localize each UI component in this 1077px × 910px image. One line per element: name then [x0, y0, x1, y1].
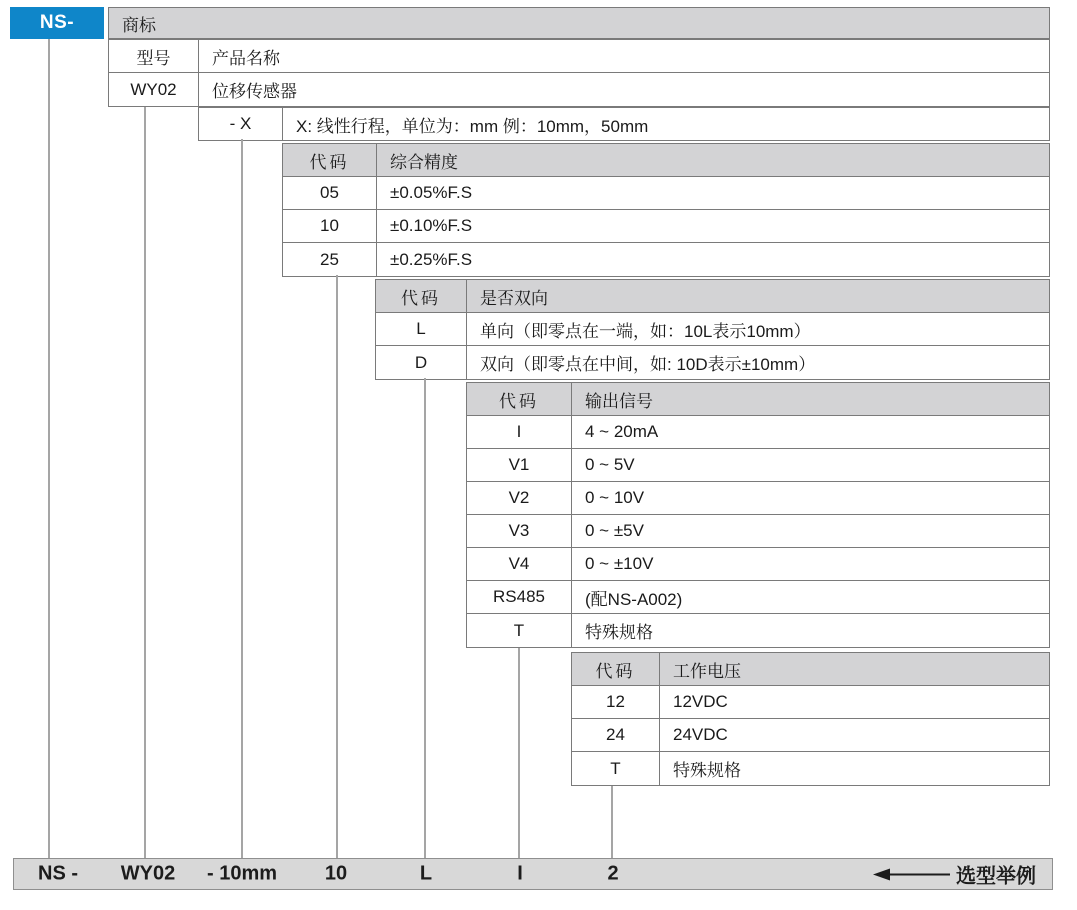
left-arrow-icon — [873, 868, 890, 880]
desc-cell: ±0.10%F.S — [390, 216, 473, 235]
table-row — [572, 752, 1049, 785]
desc-cell: 0 ~ ±5V — [585, 521, 644, 540]
trademark-label: 商标 — [122, 15, 156, 35]
example-item: - 10mm — [206, 862, 278, 885]
code-cell: WY02 — [109, 73, 199, 106]
brand-code-box — [10, 7, 104, 39]
desc-cell: 特殊规格 — [585, 623, 653, 642]
table-row — [467, 614, 1049, 647]
desc-cell: 双向（即零点在中间，如: 10D表示±10mm） — [480, 355, 816, 374]
example-item: WY02 — [120, 862, 176, 885]
desc-cell: ±0.05%F.S — [390, 183, 473, 202]
code-cell: 05 — [283, 177, 377, 209]
table-header-row — [572, 653, 1049, 686]
column-header-code: 代码 — [572, 653, 660, 685]
table-header-row — [467, 383, 1049, 416]
table-row — [376, 346, 1049, 379]
connector-line — [424, 378, 426, 858]
example-item: L — [419, 862, 433, 885]
desc-cell: 24VDC — [673, 725, 728, 744]
table-row — [467, 416, 1049, 449]
column-header-desc: 输出信号 — [585, 391, 653, 411]
arrow-line — [890, 873, 950, 875]
trademark-bar — [108, 7, 1050, 39]
code-cell: T — [572, 752, 660, 785]
example-item: NS - — [38, 862, 78, 885]
code-cell: - X — [199, 108, 283, 140]
stroke-table — [198, 107, 1050, 141]
code-cell: V4 — [467, 548, 572, 580]
desc-cell: 特殊规格 — [673, 761, 741, 780]
connector-line — [518, 648, 520, 858]
table-header-row — [376, 280, 1049, 313]
code-cell: T — [467, 614, 572, 647]
column-header-code: 型号 — [109, 40, 199, 72]
example-bar — [13, 858, 1053, 890]
code-cell: RS485 — [467, 581, 572, 613]
desc-cell: 0 ~ ±10V — [585, 554, 654, 573]
example-arrow — [873, 860, 1036, 889]
example-item: I — [517, 862, 523, 885]
desc-cell: ±0.25%F.S — [390, 249, 473, 269]
code-cell: 24 — [572, 719, 660, 751]
table-row — [467, 482, 1049, 515]
connector-line — [336, 275, 338, 858]
desc-cell: 单向（即零点在一端，如：10L表示10mm） — [480, 321, 811, 341]
model-table — [108, 39, 1050, 107]
desc-cell: 4 ~ 20mA — [585, 422, 659, 441]
table-row — [109, 40, 1049, 73]
table-row — [199, 108, 1049, 140]
example-item: 10 — [324, 862, 348, 885]
column-header-code: 代码 — [283, 144, 377, 176]
desc-cell: (配NS-A002) — [585, 589, 683, 609]
connector-line — [241, 139, 243, 858]
desc-cell: 12VDC — [673, 692, 728, 711]
desc-cell: 位移传感器 — [212, 82, 297, 101]
table-row — [109, 73, 1049, 106]
brand-code: NS- — [39, 12, 75, 33]
code-cell: 12 — [572, 686, 660, 718]
code-cell: 25 — [283, 243, 377, 276]
output-table — [466, 382, 1050, 648]
column-header-code: 代码 — [376, 280, 467, 312]
code-cell: V2 — [467, 482, 572, 514]
code-cell: D — [376, 346, 467, 379]
direction-table — [375, 279, 1050, 380]
connector-line — [144, 107, 146, 858]
column-header-desc: 工作电压 — [673, 661, 741, 681]
code-cell: L — [376, 313, 467, 345]
table-row — [283, 177, 1049, 210]
code-cell: V1 — [467, 449, 572, 481]
desc-cell: 0 ~ 5V — [585, 455, 635, 474]
code-cell: 10 — [283, 210, 377, 242]
code-cell: V3 — [467, 515, 572, 547]
column-header-code: 代码 — [467, 383, 572, 415]
code-cell: I — [467, 416, 572, 448]
column-header-desc: 是否双向 — [480, 288, 548, 308]
table-row — [467, 515, 1049, 548]
desc-cell: X: 线性行程，单位为：mm 例：10mm，50mm — [296, 116, 649, 136]
table-row — [467, 548, 1049, 581]
connector-line — [611, 786, 613, 858]
accuracy-table — [282, 143, 1050, 277]
table-row — [283, 243, 1049, 276]
column-header-desc: 产品名称 — [212, 48, 280, 68]
column-header-desc: 综合精度 — [390, 152, 458, 172]
example-item: 2 — [607, 862, 619, 885]
table-row — [467, 581, 1049, 614]
table-row — [572, 719, 1049, 752]
table-row — [376, 313, 1049, 346]
selection-example-label: 选型举例 — [956, 865, 1036, 888]
connector-line — [48, 39, 50, 858]
voltage-table — [571, 652, 1050, 786]
table-row — [467, 449, 1049, 482]
table-row — [283, 210, 1049, 243]
desc-cell: 0 ~ 10V — [585, 488, 645, 507]
table-row — [572, 686, 1049, 719]
table-header-row — [283, 144, 1049, 177]
